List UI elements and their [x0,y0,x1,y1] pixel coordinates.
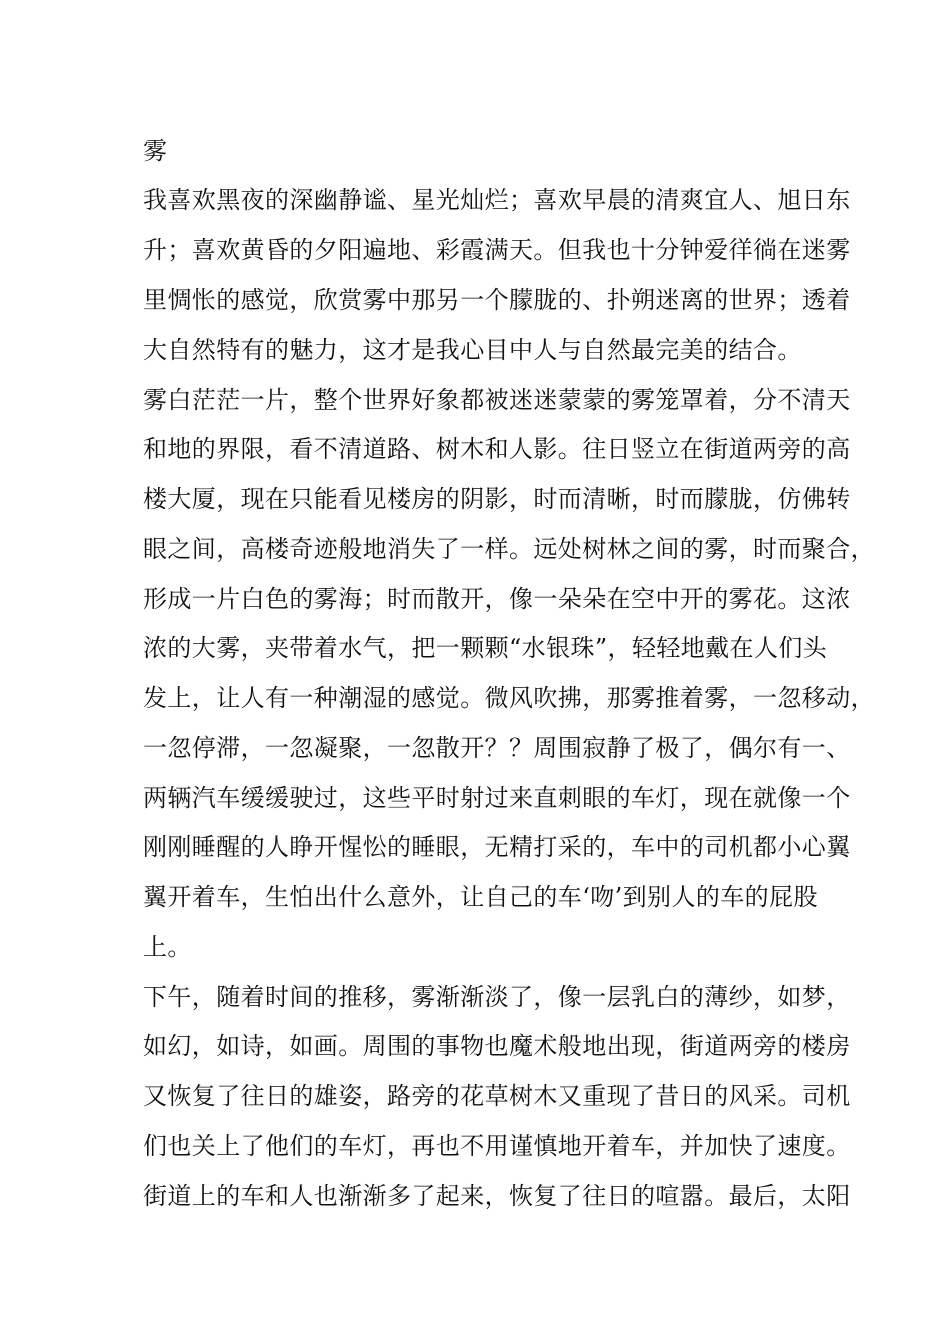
text-line: 上。 [143,933,192,961]
text-line: 一忽停滞，一忽凝聚，一忽散开？？周围寂静了极了，偶尔有一、 [143,734,851,762]
document-title: 雾 [143,137,168,165]
text-line: 大自然特有的魅力，这才是我心目中人与自然最完美的结合。 [143,336,802,364]
text-line: 和地的界限，看不清道路、树木和人影。往日竖立在街道两旁的高 [143,435,851,463]
text-line: 们也关上了他们的车灯，再也不用谨慎地开着车，并加快了速度。 [143,1132,851,1160]
text-line: 里惆怅的感觉，欣赏雾中那另一个朦胧的、扑朔迷离的世界；透着 [143,286,851,314]
text-line: 又恢复了往日的雄姿，路旁的花草树木又重现了昔日的风采。司机 [143,1082,851,1110]
text-line: 下午，随着时间的推移，雾渐渐淡了，像一层乳白的薄纱，如梦， [143,983,851,1011]
text-line: 翼开着车，生怕出什么意外，让自己的车‘吻’到别人的车的屁股 [143,883,818,911]
text-line: 升；喜欢黄昏的夕阳遍地、彩霞满天。但我也十分钟爱徉徜在迷雾 [143,236,851,264]
text-line: 街道上的车和人也渐渐多了起来，恢复了往日的喧嚣。最后，太阳 [143,1182,851,1210]
text-line: 发上，让人有一种潮湿的感觉。微风吹拂，那雾推着雾，一忽移动， [143,684,875,712]
text-line: 雾白茫茫一片，整个世界好象都被迷迷蒙蒙的雾笼罩着，分不清天 [143,386,851,414]
text-line: 形成一片白色的雾海；时而散开，像一朵朵在空中开的雾花。这浓 [143,585,851,613]
text-line: 眼之间，高楼奇迹般地消失了一样。远处树林之间的雾，时而聚合， [143,535,875,563]
text-line: 楼大厦，现在只能看见楼房的阴影，时而清晰，时而朦胧，仿佛转 [143,485,851,513]
text-line: 我喜欢黑夜的深幽静谧、星光灿烂；喜欢早晨的清爽宜人、旭日东 [143,186,851,214]
text-line: 浓的大雾，夹带着水气，把一颗颗“水银珠”，轻轻地戴在人们头 [143,634,828,662]
text-line: 如幻，如诗，如画。周围的事物也魔术般地出现，街道两旁的楼房 [143,1032,851,1060]
text-line: 两辆汽车缓缓驶过，这些平时射过来直刺眼的车灯，现在就像一个 [143,784,851,812]
text-line: 刚刚睡醒的人睁开惺忪的睡眼，无精打采的，车中的司机都小心翼 [143,833,851,861]
